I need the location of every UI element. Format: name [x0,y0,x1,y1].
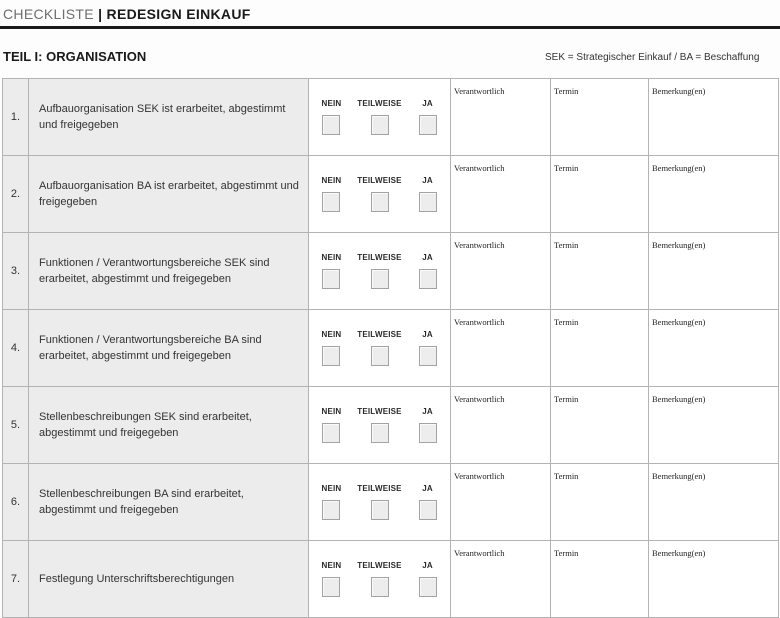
checkbox-group-nein [311,330,352,366]
deadline-cell [551,541,649,617]
responsible-cell [451,310,551,386]
responsible-cell [451,541,551,617]
deadline-label: Termin [554,86,579,96]
remarks-cell [649,464,778,540]
checkbox-group-ja [407,99,448,135]
checkbox-ja[interactable] [419,423,437,443]
deadline-label: Termin [554,163,579,173]
checkbox-group-teilweise [352,330,407,366]
table-row [3,541,778,618]
row-number: 4. [3,310,29,386]
row-description: Funktionen / Verantwortungsbereiche BA sind erarbeitet, abgestimmt und freigegeben [29,310,309,386]
checkbox-cell [309,156,451,232]
checkbox-group-teilweise [352,176,407,212]
abbreviation-legend: SEK = Strategischer Einkauf / BA = Beschaffung [545,52,760,63]
checkbox-nein[interactable] [322,423,340,443]
checkbox-group-nein [311,561,352,597]
checkbox-label-teilweise: TEILWEISE [357,330,402,339]
checkbox-label-teilweise: TEILWEISE [357,253,402,262]
row-number: 5. [3,387,29,463]
deadline-label: Termin [554,548,579,558]
deadline-label: Termin [554,394,579,404]
row-number: 3. [3,233,29,309]
checkbox-group-nein [311,484,352,520]
deadline-cell [551,387,649,463]
responsible-label: Verantwortlich [454,240,505,250]
checkbox-cell [309,310,451,386]
responsible-cell [451,156,551,232]
checkbox-label-teilweise: TEILWEISE [357,561,402,570]
responsible-label: Verantwortlich [454,548,505,558]
checkbox-nein[interactable] [322,192,340,212]
remarks-label: Bemerkung(en) [652,548,706,558]
checkbox-cell [309,233,451,309]
row-description: Funktionen / Verantwortungsbereiche SEK sind erarbeitet, abgestimmt und freigegeben [29,233,309,309]
checkbox-label-ja: JA [422,253,433,262]
remarks-cell [649,387,778,463]
checkbox-label-teilweise: TEILWEISE [357,407,402,416]
deadline-cell [551,156,649,232]
table-row [3,464,778,541]
section-header [0,29,780,75]
remarks-label: Bemerkung(en) [652,163,706,173]
remarks-label: Bemerkung(en) [652,394,706,404]
checkbox-label-ja: JA [422,99,433,108]
checkbox-label-nein: NEIN [321,176,342,185]
checkbox-cell [309,464,451,540]
checkbox-group-nein [311,99,352,135]
checkbox-ja[interactable] [419,500,437,520]
checkbox-ja[interactable] [419,269,437,289]
checkbox-label-ja: JA [422,330,433,339]
checkbox-group-nein [311,176,352,212]
row-description: Stellenbeschreibungen SEK sind erarbeitet, abgestimmt und freigegeben [29,387,309,463]
row-number: 6. [3,464,29,540]
remarks-cell [649,79,778,155]
checkbox-label-ja: JA [422,407,433,416]
deadline-cell [551,464,649,540]
remarks-cell [649,156,778,232]
row-number: 2. [3,156,29,232]
checkbox-label-ja: JA [422,176,433,185]
responsible-cell [451,79,551,155]
checkbox-ja[interactable] [419,192,437,212]
row-number: 7. [3,541,29,617]
table-row [3,387,778,464]
checkbox-group-teilweise [352,407,407,443]
section-title: TEIL I: ORGANISATION [3,49,147,64]
remarks-label: Bemerkung(en) [652,240,706,250]
table-row [3,310,778,387]
row-description: Festlegung Unterschriftsberechtigungen [29,541,309,617]
remarks-label: Bemerkung(en) [652,471,706,481]
deadline-label: Termin [554,240,579,250]
checkbox-label-nein: NEIN [321,484,342,493]
doc-type-label: CHECKLISTE [3,6,94,22]
checkbox-group-ja [407,484,448,520]
checkbox-group-ja [407,253,448,289]
table-row [3,79,778,156]
checkbox-teilweise[interactable] [371,346,389,366]
checkbox-group-nein [311,407,352,443]
checkbox-group-teilweise [352,484,407,520]
checkbox-nein[interactable] [322,346,340,366]
checkbox-teilweise[interactable] [371,192,389,212]
checkbox-label-nein: NEIN [321,253,342,262]
remarks-label: Bemerkung(en) [652,86,706,96]
checkbox-ja[interactable] [419,346,437,366]
title-separator: | [98,6,103,22]
checkbox-teilweise[interactable] [371,577,389,597]
responsible-cell [451,387,551,463]
row-description: Aufbauorganisation BA ist erarbeitet, abgestimmt und freigegeben [29,156,309,232]
checkbox-nein[interactable] [322,577,340,597]
responsible-label: Verantwortlich [454,317,505,327]
row-description: Aufbauorganisation SEK ist erarbeitet, abgestimmt und freigegeben [29,79,309,155]
checkbox-group-ja [407,330,448,366]
checkbox-group-nein [311,253,352,289]
responsible-cell [451,464,551,540]
checkbox-teilweise[interactable] [371,500,389,520]
checkbox-group-teilweise [352,561,407,597]
deadline-label: Termin [554,317,579,327]
checkbox-label-nein: NEIN [321,561,342,570]
checkbox-nein[interactable] [322,269,340,289]
row-number: 1. [3,79,29,155]
checkbox-group-ja [407,561,448,597]
checkbox-label-ja: JA [422,484,433,493]
responsible-cell [451,233,551,309]
checkbox-ja[interactable] [419,115,437,135]
remarks-cell [649,541,778,617]
deadline-cell [551,233,649,309]
checkbox-cell [309,79,451,155]
checkbox-label-teilweise: TEILWEISE [357,99,402,108]
remarks-cell [649,310,778,386]
checkbox-group-teilweise [352,99,407,135]
deadline-cell [551,79,649,155]
checkbox-ja[interactable] [419,577,437,597]
responsible-label: Verantwortlich [454,394,505,404]
deadline-label: Termin [554,471,579,481]
checkbox-teilweise[interactable] [371,115,389,135]
doc-title: REDESIGN EINKAUF [106,6,251,22]
responsible-label: Verantwortlich [454,86,505,96]
checkbox-group-teilweise [352,253,407,289]
deadline-cell [551,310,649,386]
table-row [3,156,778,233]
checkbox-teilweise[interactable] [371,269,389,289]
checkbox-group-ja [407,407,448,443]
checkbox-label-teilweise: TEILWEISE [357,484,402,493]
checkbox-label-nein: NEIN [321,407,342,416]
document-title-bar [0,0,780,29]
responsible-label: Verantwortlich [454,471,505,481]
checkbox-nein[interactable] [322,500,340,520]
checkbox-group-ja [407,176,448,212]
checklist-table [2,78,779,618]
checkbox-label-teilweise: TEILWEISE [357,176,402,185]
checkbox-cell [309,387,451,463]
checkbox-label-ja: JA [422,561,433,570]
checkbox-cell [309,541,451,617]
checkbox-label-nein: NEIN [321,330,342,339]
remarks-cell [649,233,778,309]
checkbox-label-nein: NEIN [321,99,342,108]
checkbox-teilweise[interactable] [371,423,389,443]
table-row [3,233,778,310]
responsible-label: Verantwortlich [454,163,505,173]
remarks-label: Bemerkung(en) [652,317,706,327]
row-description: Stellenbeschreibungen BA sind erarbeitet, abgestimmt und freigegeben [29,464,309,540]
checkbox-nein[interactable] [322,115,340,135]
